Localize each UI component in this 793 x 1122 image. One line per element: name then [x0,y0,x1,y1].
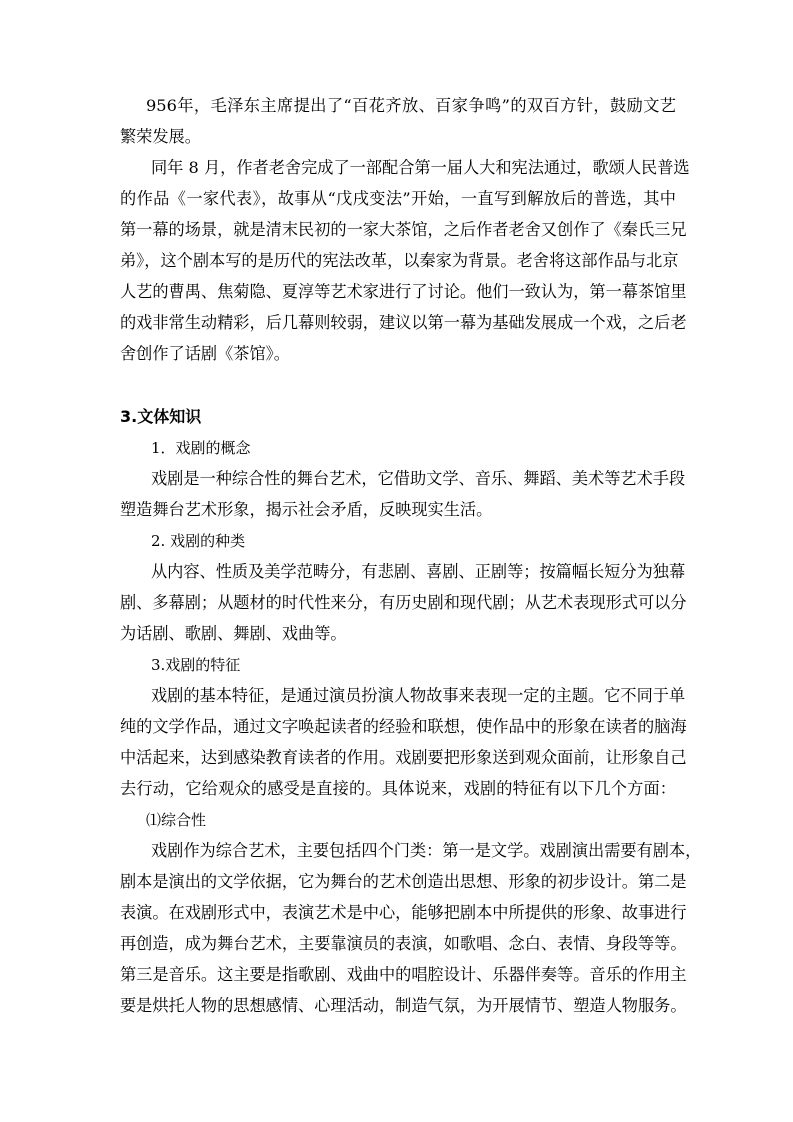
text-line: 956年，毛泽东主席提出了“百花齐放、百家争鸣”的双百方针，鼓励文艺 [146,96,676,115]
section-heading: 3.文体知识 [120,407,202,426]
text-line: 戏剧是一种综合性的舞台艺术，它借助文学、音乐、舞蹈、美术等艺术手段 [151,469,686,488]
text-line: 中活起来，达到感染教育读者的作用。戏剧要把形象送到观众面前，让形象自己 [120,748,687,767]
text-line: 第三是音乐。这主要是指歌剧、戏曲中的唱腔设计、乐器伴奏等。音乐的作用主 [120,965,687,984]
subsection-heading: 2. 戏剧的种类 [151,532,246,550]
text-line: 人艺的曹禺、焦菊隐、夏淳等艺术家进行了讨论。他们一致认为，第一幕茶馆里 [120,282,687,301]
text-line: 的戏非常生动精彩，后几幕则较弱，建议以第一幕为基础发展成一个戏，之后老 [120,313,687,332]
subsection-heading: 1．戏剧的概念 [151,439,251,457]
text-line: 再创造，成为舞台艺术，主要靠演员的表演，如歌唱、念白、表情、身段等等。 [120,934,687,953]
text-line: 要是烘托人物的思想感情、心理活动，制造气氛，为开展情节、塑造人物服务。 [120,996,687,1015]
text-line: 同年 8 月，作者老舍完成了一部配合第一届人大和宪法通过，歌颂人民普选 [151,158,690,177]
subsection-heading: 3.戏剧的特征 [151,656,241,674]
text-line: 舍创作了话剧《茶馆》。 [120,344,290,363]
text-line: 戏剧的基本特征，是通过演员扮演人物故事来表现一定的主题。它不同于单 [151,686,686,705]
text-line: 戏剧作为综合艺术，主要包括四个门类：第一是文学。戏剧演出需要有剧本， [151,841,702,860]
text-line: 去行动，它给观众的感受是直接的。具体说来，戏剧的特征有以下几个方面： [120,779,676,798]
text-line: 纯的文学作品，通过文字唤起读者的经验和联想，使作品中的形象在读者的脑海 [120,717,687,736]
subsection-heading: ⑴综合性 [146,811,207,829]
text-line: 第一幕的场景，就是清末民初的一家大茶馆，之后作者老舍又创作了《秦氏三兄 [120,220,687,239]
text-line: 剧、多幕剧；从题材的时代性来分，有历史剧和现代剧；从艺术表现形式可以分 [120,593,687,612]
text-line: 表演。在戏剧形式中，表演艺术是中心，能够把剧本中所提供的形象、故事进行 [120,903,687,922]
text-line: 繁荣发展。 [120,127,201,146]
text-line: 弟》，这个剧本写的是历代的宪法改革，以秦家为背景。老舍将这部作品与北京 [120,251,679,270]
text-line: 剧本是演出的文学依据，它为舞台的艺术创造出思想、形象的初步设计。第二是 [120,872,687,891]
text-line: 塑造舞台艺术形象，揭示社会矛盾，反映现实生活。 [120,500,493,519]
text-line: 为话剧、歌剧、舞剧、戏曲等。 [120,624,347,643]
text-line: 的作品《一家代表》，故事从“戊戌变法”开始，一直写到解放后的普选，其中 [120,189,676,208]
text-line: 从内容、性质及美学范畴分，有悲剧、喜剧、正剧等；按篇幅长短分为独幕 [151,562,686,581]
